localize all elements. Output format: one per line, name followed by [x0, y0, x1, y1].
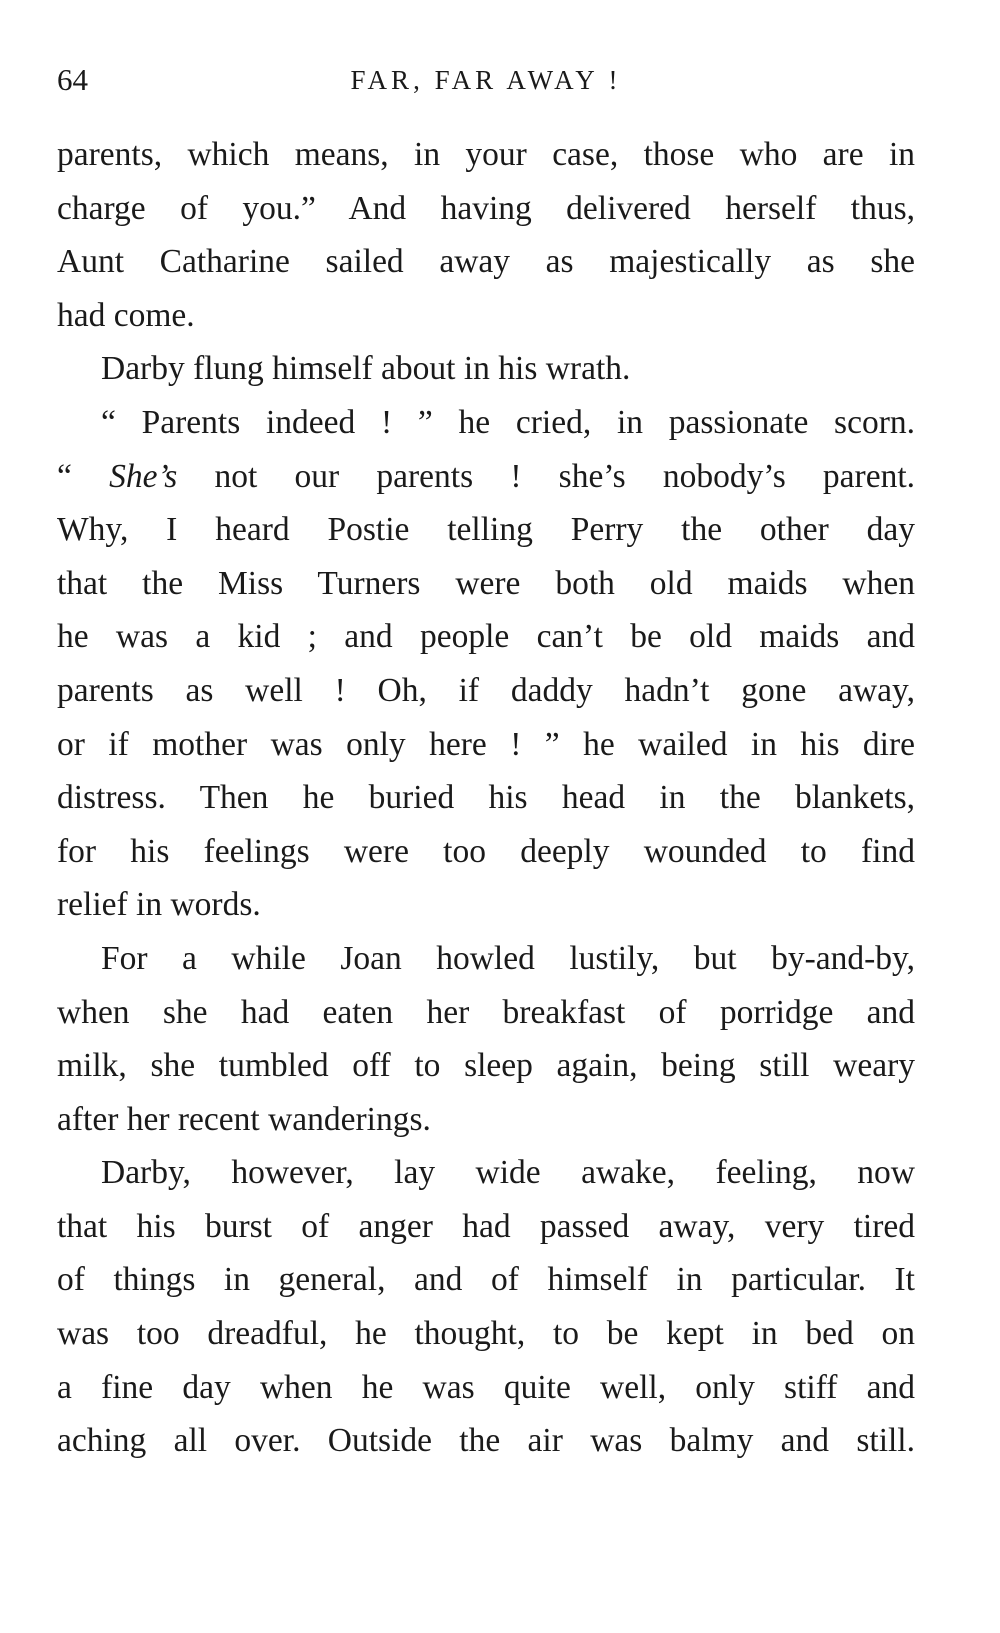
paragraph	[57, 396, 915, 932]
text-line: that his burst of anger had passed away, very tired	[57, 1207, 915, 1245]
text-line: Why, I heard Postie telling Perry the other day	[57, 511, 915, 549]
text-line: “ Parents indeed ! ” he cried, in passionate scorn.	[101, 403, 915, 441]
paragraph	[57, 1146, 915, 1468]
text-line: distress. Then he buried his head in the blankets,	[57, 779, 915, 817]
text-line: was too dreadful, he thought, to be kept in bed on	[57, 1315, 915, 1353]
page-header	[57, 56, 915, 104]
text-line: parents as well ! Oh, if daddy hadn’t gone away,	[57, 671, 915, 709]
running-title: FAR, FAR AWAY !	[350, 65, 622, 95]
text-line: charge of you.” And having delivered herself thus,	[57, 189, 915, 227]
text-line: For a while Joan howled lustily, but by-and-by,	[101, 939, 915, 977]
text-line: of things in general, and of himself in particular. It	[57, 1261, 915, 1299]
text-line: Aunt Catharine sailed away as majestically as she	[57, 243, 915, 281]
paragraph	[57, 932, 915, 1146]
text-line: he was a kid ; and people can’t be old maids and	[57, 618, 915, 656]
text-line: or if mother was only here ! ” he wailed in his dire	[57, 725, 915, 763]
page-number: 64	[57, 62, 88, 97]
text-line: when she had eaten her breakfast of porridge and	[57, 993, 915, 1031]
paragraph	[57, 128, 915, 342]
text-line: that the Miss Turners were both old maids when	[57, 564, 915, 602]
text-line: milk, she tumbled off to sleep again, being still weary	[57, 1047, 915, 1085]
text-line: Darby, however, lay wide awake, feeling, now	[101, 1154, 915, 1192]
text-line: “ She’s not our parents ! she’s nobody’s parent.	[57, 457, 915, 495]
text-line: aching all over. Outside the air was balmy and still.	[57, 1422, 915, 1460]
text-line: after her recent wanderings.	[57, 1100, 431, 1138]
text-line: for his feelings were too deeply wounded to find	[57, 832, 915, 870]
text-line: parents, which means, in your case, those who are in	[57, 136, 915, 173]
text-line: had come.	[57, 296, 195, 334]
text-line: Darby flung himself about in his wrath.	[101, 350, 631, 388]
text-line: a fine day when he was quite well, only stiff and	[57, 1368, 915, 1406]
body-text	[57, 128, 915, 1468]
paragraph	[57, 342, 915, 396]
text-line: relief in words.	[57, 886, 261, 924]
